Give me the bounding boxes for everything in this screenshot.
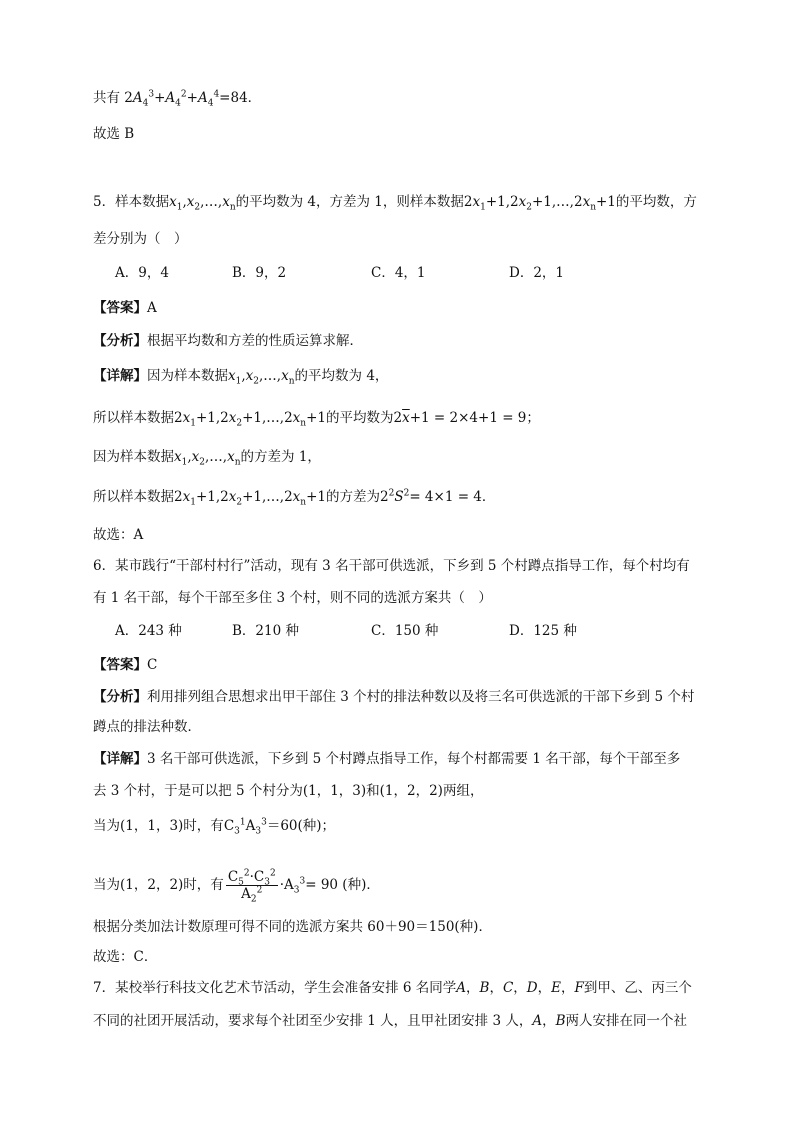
q6-fraction: $\frac{C_5^2\cdot C_3^2}{A_2^2}$ — [227, 868, 276, 905]
q7-stem-line-2: 不同的社团开展活动，要求每个社团至少安排 1 人，且甲社团安排 3 人，A，B两人安排在同一个社 — [93, 1013, 688, 1029]
q6-detail-line-4: 当为(1，2，2)时，有 $\frac{C_5^2\cdot C_3^2}{A_2^2}$ $\cdot A_3^3= 90$ (种)． — [93, 868, 380, 905]
q6-analysis-line-2: 蹲点的排法种数． — [93, 719, 201, 735]
q5-option-c: C．4，1 — [371, 265, 426, 281]
q5-analysis: 【分析】根据平均数和方差的性质运算求解． — [93, 333, 363, 349]
q6-option-a: A．243 种 — [115, 623, 182, 639]
q6-option-c: C．150 种 — [371, 623, 439, 639]
q7-stem-line-1: 7．某校举行科技文化艺术节活动，学生会准备安排 6 名同学A，B，C，D，E，F到甲、乙、丙三个 — [93, 980, 692, 996]
q5-detail-line-4: 所以样本数据$2x_1+1,2x_2+1,\dots,2x_n+1$的方差为$2^2S^2= 4\times 1 = 4$． — [93, 488, 496, 508]
q6-option-b: B．210 种 — [232, 623, 299, 639]
q5-option-a: A．9，4 — [115, 265, 169, 281]
q6-detail-line-5: 根据分类加法计数原理可得不同的选派方案共 60＋90＝150(种)． — [93, 919, 492, 935]
q5-stem-line-2: 差分别为（ ） — [93, 231, 188, 247]
q6-option-d: D．125 种 — [509, 623, 577, 639]
q5-answer: 【答案】A — [93, 300, 157, 316]
prev-line-1: 共有 $2A_4^3+A_4^2+A_4^4=84$． — [93, 89, 262, 109]
q5-detail-line-1: 【详解】因为样本数据$x_1,x_2,\dots,x_n$的平均数为 4， — [93, 368, 389, 387]
q6-stem-line-1: 6．某市践行“干部村村行”活动，现有 3 名干部可供选派，下乡到 5 个村蹲点指导工作，每个村均有 — [93, 558, 690, 574]
q5-conclusion: 故选：A — [93, 527, 144, 543]
q5-option-b: B．9，2 — [232, 265, 287, 281]
q6-analysis-line-1: 【分析】利用排列组合思想求出甲干部住 3 个村的排法种数以及将三名可供选派的干部下乡到 5 个村 — [93, 689, 695, 705]
q6-answer: 【答案】C — [93, 657, 158, 673]
q5-detail-line-3: 因为样本数据$x_1,x_2,\dots,x_n$的方差为 1， — [93, 449, 321, 468]
q5-detail-line-2: 所以样本数据$2x_1+1,2x_2+1,\dots,2x_n+1$的平均数为$2\overline{x}+1 = 2\times 4+1 = 9$； — [93, 410, 540, 429]
q6-stem-line-2: 有 1 名干部，每个干部至多住 3 个村，则不同的选派方案共（ ） — [93, 590, 492, 606]
q6-detail-line-1: 【详解】3 名干部可供选派，下乡到 5 个村蹲点指导工作，每个村都需要 1 名干部，每个干部至多 — [93, 751, 681, 767]
q6-detail-line-3: 当为(1，1，3)时，有$C_3^1A_3^3=60$(种)； — [93, 817, 336, 837]
prev-conclusion: 故选 B — [93, 126, 135, 142]
q6-detail-line-2: 去 3 个村，于是可以把 5 个村分为(1，1，3)和(1，2，2)两组， — [93, 783, 484, 799]
q6-conclusion: 故选：C． — [93, 949, 158, 965]
q5-stem-line-1: 5．样本数据$x_1,x_2,\dots,x_n$的平均数为 4，方差为 1，则样本数据$2x_1+1,2x_2+1,\dots,2x_n+1$的平均数，方 — [93, 194, 697, 213]
q5-option-d: D．2，1 — [509, 265, 565, 281]
